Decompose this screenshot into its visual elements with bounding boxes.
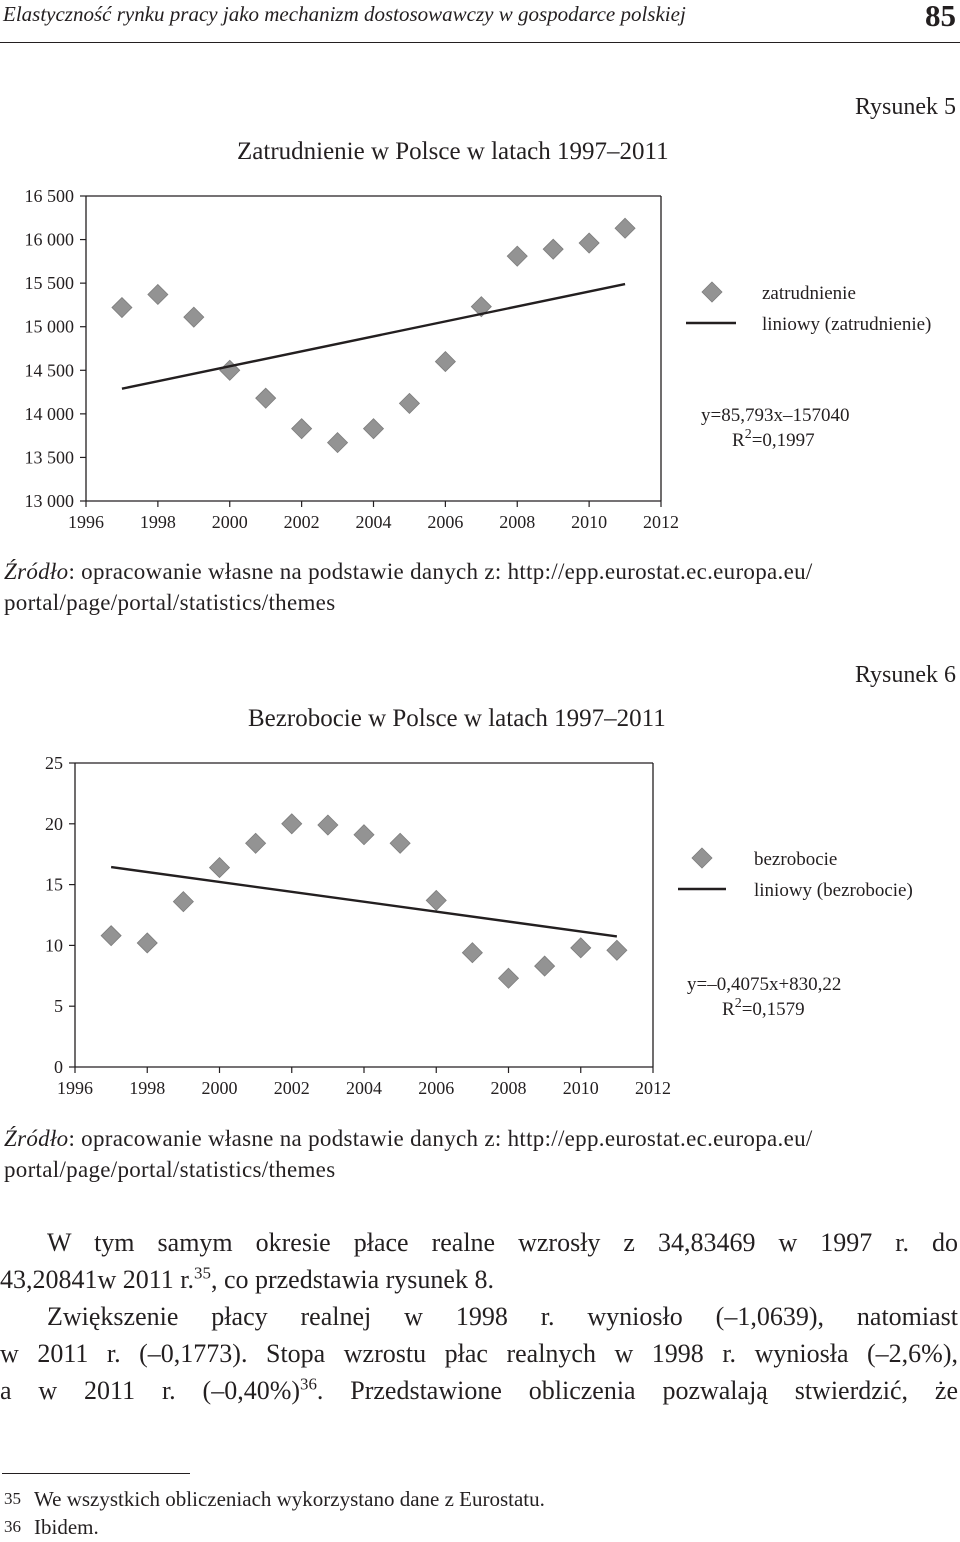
r-squared-exponent: 2 <box>744 427 752 442</box>
data-point <box>112 298 132 318</box>
data-point <box>615 218 635 238</box>
legend-label-series: zatrudnienie <box>762 283 856 304</box>
r-squared-label: R <box>732 430 745 451</box>
data-point <box>292 419 312 439</box>
y-tick-label: 10 <box>45 935 63 956</box>
y-tick-label: 20 <box>45 813 63 834</box>
figure6-source-prefix: Źródło <box>4 1126 69 1151</box>
regression-equation: y=–0,4075x+830,22 <box>687 974 842 995</box>
data-point <box>435 352 455 372</box>
paragraph-2-line-1: Zwiększenie płacy realnej w 1998 r. wyniosło (–1,0639), natomiast <box>47 1302 958 1331</box>
x-tick-label: 1998 <box>129 1078 166 1098</box>
body-text <box>0 1224 958 1409</box>
data-point <box>426 890 446 910</box>
figure5-label: Rysunek 5 <box>854 94 956 120</box>
data-point <box>462 943 482 963</box>
figure5-source-text: : opracowanie własne na podstawie danych z: http://epp.eurostat.ec.europa.eu/ portal/page/portal/statistics/themes <box>4 559 813 615</box>
footnote-36 <box>4 1513 99 1541</box>
data-point <box>210 858 230 878</box>
data-point <box>507 246 527 266</box>
figure5-chart <box>0 175 960 540</box>
figure6-source-text: : opracowanie własne na podstawie danych z: http://epp.eurostat.ec.europa.eu/ portal/page/portal/statistics/themes <box>4 1126 813 1182</box>
legend <box>686 282 931 451</box>
figure6-source <box>4 1123 958 1185</box>
data-point <box>354 825 374 845</box>
p1-text-b: 43,20841w 2011 r. <box>0 1265 195 1294</box>
figure6-label: Rysunek 6 <box>854 662 956 688</box>
data-point <box>246 833 266 853</box>
r-squared-value: =0,1997 <box>751 430 815 451</box>
data-point <box>173 892 193 912</box>
y-tick-label: 0 <box>54 1057 63 1077</box>
y-tick-label: 16 000 <box>24 229 74 250</box>
x-tick-label: 2000 <box>211 512 248 532</box>
p2-text-c: a w 2011 r. (–0,40%) <box>0 1376 301 1405</box>
x-axis-ticks <box>68 501 679 532</box>
y-axis-ticks <box>25 186 87 511</box>
data-point <box>148 284 168 304</box>
data-point <box>579 233 599 253</box>
y-tick-label: 15 000 <box>24 316 74 337</box>
data-point <box>137 933 157 953</box>
r-squared-label: R <box>722 999 735 1020</box>
p1-text-c: , co przedstawia rysunek 8. <box>210 1265 494 1294</box>
legend-label-trend: liniowy (zatrudnienie) <box>762 314 932 335</box>
p2-text-d: . Przedstawione obliczenia pozwalają stwierdzić, że <box>316 1376 958 1405</box>
paragraph-1-line-1: W tym samym okresie płace realne wzrosły z 34,83469 w 1997 r. do <box>47 1228 958 1257</box>
figure5-source-prefix: Źródło <box>4 559 69 584</box>
running-header <box>0 2 960 43</box>
r-squared <box>722 996 805 1020</box>
page-number: 85 <box>925 0 956 33</box>
y-axis-ticks <box>45 753 75 1077</box>
footnote-number: 35 <box>4 1489 21 1508</box>
figure6-title: Bezrobocie w Polsce w latach 1997–2011 <box>248 705 666 732</box>
y-tick-label: 16 500 <box>24 186 74 206</box>
x-tick-label: 2002 <box>273 1078 310 1098</box>
y-tick-label: 13 000 <box>24 491 74 511</box>
legend-label-series: bezrobocie <box>754 849 838 870</box>
footnote-ref-35[interactable]: 35 <box>194 1263 211 1283</box>
y-tick-label: 13 500 <box>24 447 74 468</box>
x-axis-ticks <box>57 1067 671 1098</box>
data-point <box>499 968 519 988</box>
x-tick-label: 2012 <box>643 512 679 532</box>
data-point <box>571 938 591 958</box>
x-tick-label: 2008 <box>499 512 536 532</box>
y-tick-label: 15 500 <box>24 273 74 294</box>
paragraph-1-line-2 <box>0 1261 958 1298</box>
data-point <box>390 833 410 853</box>
footnote-separator <box>2 1473 190 1474</box>
data-point <box>220 360 240 380</box>
x-tick-label: 1998 <box>139 512 176 532</box>
footnote-number: 36 <box>4 1517 21 1536</box>
x-tick-label: 1996 <box>57 1078 93 1098</box>
data-point <box>399 393 419 413</box>
x-tick-label: 2008 <box>490 1078 527 1098</box>
x-tick-label: 2012 <box>635 1078 671 1098</box>
paragraph-2-line-3 <box>0 1372 958 1409</box>
r-squared-value: =0,1579 <box>741 999 805 1020</box>
figure6-chart <box>0 745 960 1110</box>
data-point <box>543 239 563 259</box>
data-point <box>607 940 627 960</box>
x-tick-label: 2006 <box>418 1078 455 1098</box>
trend-line <box>122 284 625 389</box>
figure5-title: Zatrudnienie w Polsce w latach 1997–2011 <box>237 138 669 165</box>
data-point <box>328 433 348 453</box>
figure5-source <box>4 556 958 618</box>
x-tick-label: 2006 <box>427 512 464 532</box>
legend-marker-icon <box>702 282 722 302</box>
regression-equation: y=85,793x–157040 <box>701 405 850 426</box>
y-tick-label: 5 <box>54 996 63 1017</box>
x-tick-label: 1996 <box>68 512 104 532</box>
footnote-text: We wszystkich obliczeniach wykorzystano dane z Eurostatu. <box>34 1487 545 1511</box>
x-tick-label: 2002 <box>283 512 320 532</box>
x-tick-label: 2010 <box>562 1078 599 1098</box>
legend-label-trend: liniowy (bezrobocie) <box>754 880 913 901</box>
y-tick-label: 15 <box>45 874 63 895</box>
x-tick-label: 2004 <box>355 512 392 532</box>
paragraph-2-line-2: w 2011 r. (–0,1773). Stopa wzrostu płac realnych w 1998 r. wyniosła (–2,6%), <box>0 1339 958 1368</box>
footnote-ref-36[interactable]: 36 <box>300 1374 317 1394</box>
data-point <box>101 926 121 946</box>
y-tick-label: 14 500 <box>24 360 74 381</box>
footnote-text: Ibidem. <box>34 1515 99 1539</box>
data-point <box>364 419 384 439</box>
x-tick-label: 2004 <box>346 1078 382 1098</box>
r-squared-exponent: 2 <box>734 996 742 1011</box>
x-tick-label: 2000 <box>201 1078 238 1098</box>
x-tick-label: 2010 <box>571 512 608 532</box>
data-point <box>256 388 276 408</box>
legend-marker-icon <box>692 848 712 868</box>
r-squared <box>732 427 815 451</box>
running-title: Elastyczność rynku pracy jako mechanizm dostosowawczy w gospodarce polskiej <box>3 2 686 26</box>
data-point <box>318 815 338 835</box>
data-point <box>535 956 555 976</box>
legend <box>678 848 913 1020</box>
trendline <box>122 284 625 389</box>
data-point <box>282 814 302 834</box>
y-tick-label: 25 <box>45 753 63 773</box>
data-point <box>184 307 204 327</box>
footnote-35 <box>4 1485 545 1513</box>
y-tick-label: 14 000 <box>24 403 74 424</box>
